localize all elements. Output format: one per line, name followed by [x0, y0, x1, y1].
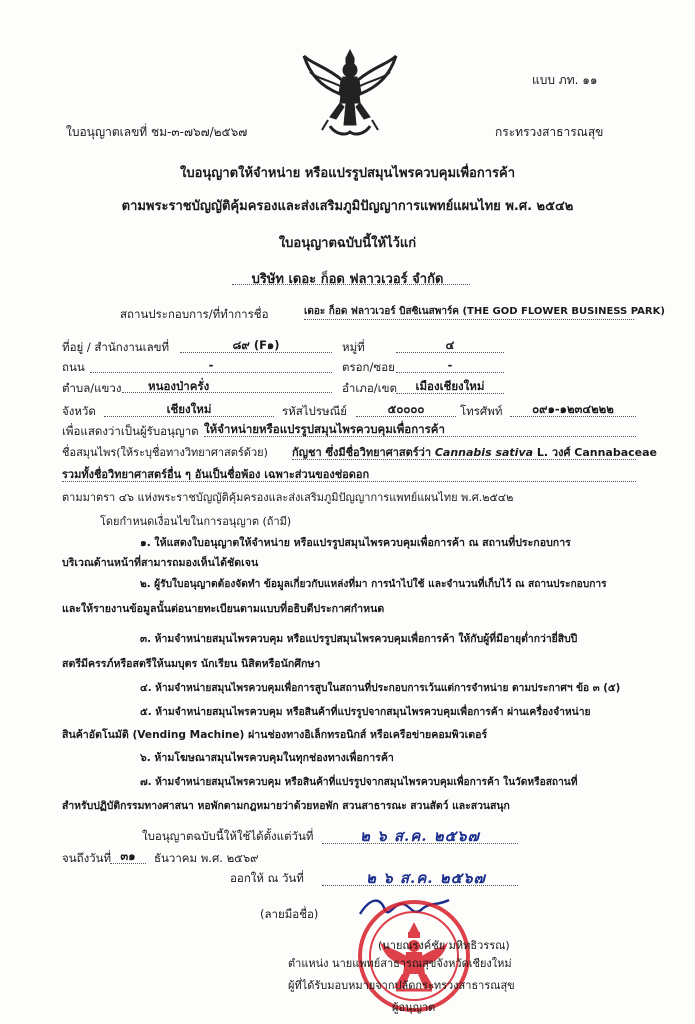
condition-6: ๖. ห้ามโฆษณาสมุนไพรควบคุมในทุกช่องทางเพื่อการค้า — [140, 752, 394, 764]
moo-label: หมู่ที่ — [342, 340, 365, 354]
province-label: จังหวัด — [62, 404, 96, 418]
condition-7-line-1: ๗. ห้ามจำหน่ายสมุนไพรควบคุม หรือสินค้าที่แปรรูปจากสมุนไพรควบคุมเพื่อการค้า ในวัดหรือสถานที่ — [140, 777, 578, 788]
garuda-emblem — [300, 46, 400, 138]
condition-7-line-2: สำหรับปฏิบัติกรรมทางศาสนา หอพักตามกฎหมายว่าด้วยหอพัก สวนสาธารณะ สวนสัตว์ และสวนสนุก — [62, 800, 510, 812]
grantor-label: ผู้อนุญาต — [392, 1001, 436, 1014]
form-code: แบบ ภท. ๑๑ — [532, 73, 598, 87]
address-label: ที่อยู่ / สำนักงานเลขที่ — [62, 340, 170, 354]
address-value: ๘๙ (F๑) — [180, 338, 332, 353]
condition-4: ๔. ห้ามจำหน่ายสมุนไพรควบคุมเพื่อการสูบในสถานที่ประกอบการเว้นแต่การจำหน่าย ตามประกาศฯ ข้อ ๓ (๕) — [140, 683, 621, 694]
premises-value: เดอะ ก็อด ฟลาวเวอร์ บิสซิเนสพาร์ค (THE GOD FLOWER BUSINESS PARK) — [304, 305, 634, 320]
delegate-line: ผู้ที่ได้รับมอบหมายจากปลัดกระทรวงสาธารณสุข — [288, 979, 515, 992]
subdistrict-value: หนองป่าครั่ง — [122, 379, 332, 393]
ministry-name: กระทรวงสาธารณสุข — [495, 125, 604, 139]
road-value: - — [90, 358, 332, 373]
province-value: เชียงใหม่ — [104, 402, 274, 417]
postcode-value: ๕๐๐๐๐ — [356, 402, 456, 417]
title-line-1: ใบอนุญาตให้จำหน่าย หรือแปรรูปสมุนไพรควบคุมเพื่อการค้า — [179, 166, 516, 181]
road-label: ถนน — [62, 360, 85, 374]
phone-value: ๐๙๑-๑๒๓๔๒๒๒ — [510, 402, 636, 417]
condition-1-line-1: ๑. ให้แสดงใบอนุญาตให้จำหน่าย หรือแปรรูปสมุนไพรควบคุมเพื่อการค้า ณ สถานที่ประกอบการ — [140, 537, 571, 549]
issued-date-value: ๒ ๖ ส.ค. ๒๕๖๗ — [366, 869, 486, 887]
postcode-label: รหัสไปรษณีย์ — [282, 404, 348, 418]
valid-from-value: ๒ ๖ ส.ค. ๒๕๖๗ — [360, 827, 480, 845]
company-underline — [232, 284, 470, 285]
purpose-value: ให้จำหน่ายหรือแปรรูปสมุนไพรควบคุมเพื่อการค้า — [204, 422, 636, 437]
valid-from-label: ใบอนุญาตฉบับนี้ให้ใช้ได้ตั้งแต่วันที่ — [142, 829, 314, 843]
herb-family: L. วงศ์ Cannabaceae — [536, 446, 658, 459]
herb-underline — [292, 459, 636, 460]
premises-label: สถานประกอบการ/ที่ทำการชื่อ — [120, 307, 269, 321]
condition-1-line-2: บริเวณด้านหน้าที่สามารถมองเห็นได้ชัดเจน — [62, 557, 259, 569]
condition-5-line-1: ๕. ห้ามจำหน่ายสมุนไพรควบคุม หรือสินค้าที่แปรรูปจากสมุนไพรควบคุมเพื่อการค้า ผ่านเครื่องจำหน่าย — [140, 706, 591, 718]
district-label: อำเภอ/เขต — [342, 381, 397, 395]
law-reference: ตามมาตรา ๔๖ แห่งพระราชบัญญัติคุ้มครองและส่งเสริมภูมิปัญญาการแพทย์แผนไทย พ.ศ.๒๕๔๒ — [62, 491, 514, 504]
issued-to-label: ใบอนุญาตฉบับนี้ให้ไว้แก่ — [278, 236, 417, 251]
phone-label: โทรศัพท์ — [460, 404, 503, 418]
condition-2-line-2: และให้รายงานข้อมูลนั้นต่อนายทะเบียนตามแบบที่อธิบดีประกาศกำหนด — [62, 603, 385, 615]
subdistrict-label: ตำบล/แขวง — [62, 381, 122, 395]
herb-value-thai: กัญชา ซึ่งมีชื่อวิทยาศาสตร์ว่า — [292, 446, 431, 459]
until-day: ๓๑ — [110, 849, 146, 864]
condition-2-line-1: ๒. ผู้รับใบอนุญาตต้องจัดทำ ข้อมูลเกี่ยวกับแหล่งที่มา การนำไปใช้ และจำนวนที่เก็บไว้ ณ สถานประกอบการ — [140, 579, 607, 590]
company-name: บริษัท เดอะ ก็อด ฟลาวเวอร์ จำกัด — [251, 272, 444, 287]
herb-scientific-name: Cannabis sativa — [434, 446, 534, 459]
herb-line-2-underline — [62, 481, 636, 482]
condition-5-line-2: สินค้าอัตโนมัติ (Vending Machine) ผ่านช่องทางอิเล็กทรอนิกส์ หรือเครือข่ายคอมพิวเตอร์ — [62, 729, 488, 741]
signer-position: ตำแหน่ง นายแพทย์สาธารณสุขจังหวัดเชียงใหม่ — [288, 957, 512, 970]
conditions-intro: โดยกำหนดเงื่อนไขในการอนุญาต (ถ้ามี) — [100, 515, 292, 528]
signature-label: (ลายมือชื่อ) — [260, 907, 319, 921]
purpose-label: เพื่อแสดงว่าเป็นผู้รับอนุญาต — [62, 424, 199, 438]
soi-label: ตรอก/ซอย — [342, 360, 395, 374]
until-label: จนถึงวันที่ — [62, 851, 112, 865]
soi-value: - — [396, 358, 504, 373]
district-value: เมืองเชียงใหม่ — [396, 379, 504, 394]
moo-value: ๔ — [396, 338, 504, 353]
title-line-2: ตามพระราชบัญญัติคุ้มครองและส่งเสริมภูมิปัญญาการแพทย์แผนไทย พ.ศ. ๒๕๔๒ — [121, 199, 574, 214]
condition-3-line-2: สตรีมีครรภ์หรือสตรีให้นมบุตร นักเรียน นิสิตหรือนักศึกษา — [62, 658, 321, 670]
herb-line-2: รวมทั้งชื่อวิทยาศาสตร์อื่น ๆ อันเป็นชื่อพ้อง เฉพาะส่วนของช่อดอก — [62, 468, 370, 481]
herb-label: ชื่อสมุนไพร(ให้ระบุชื่อทางวิทยาศาสตร์ด้วย) — [62, 446, 268, 459]
license-number: ใบอนุญาตเลขที่ ชม-๓-๗๖๗/๒๕๖๗ — [66, 125, 248, 139]
condition-3-line-1: ๓. ห้ามจำหน่ายสมุนไพรควบคุม หรือแปรรูปสมุนไพรควบคุมเพื่อการค้า ให้กับผู้ที่มีอายุต่ำกว่ายี่สิบปี — [140, 633, 578, 645]
until-month-year: ธันวาคม พ.ศ. ๒๕๖๙ — [154, 851, 259, 865]
signer-name: (นายณรงค์ชัย มหิทธิวรรณ) — [378, 939, 510, 952]
issued-date-label: ออกให้ ณ วันที่ — [230, 871, 304, 885]
